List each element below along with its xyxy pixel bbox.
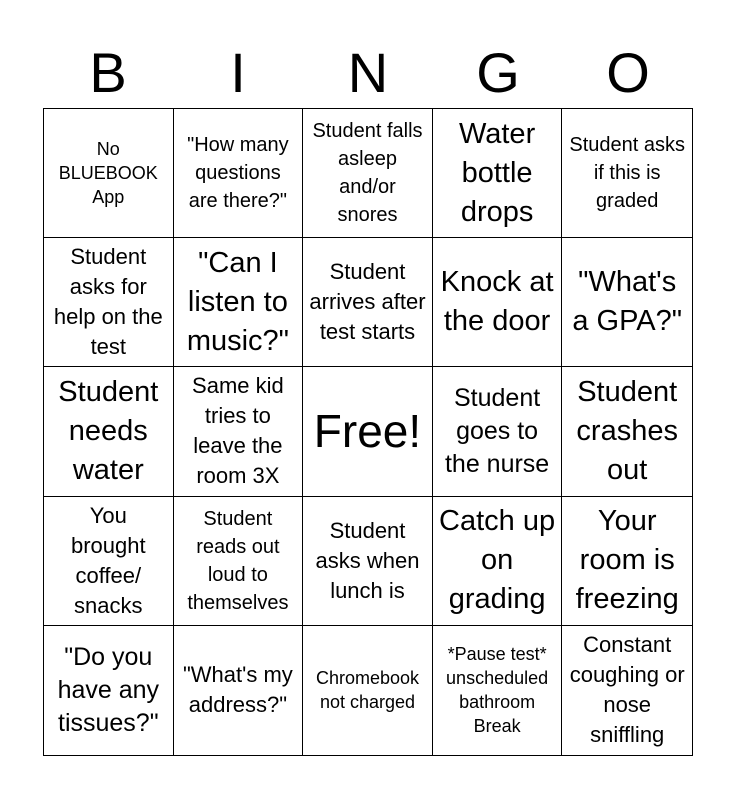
bingo-cell[interactable] [303,109,433,238]
bingo-cell[interactable] [433,109,563,238]
header-letter-o: O [606,41,650,104]
cell-text: Student falls asleep and/or snores [312,120,423,227]
cell-text: Your room is freezing [575,505,679,616]
cell-text: Chromebook not charged [315,668,420,713]
header-letter-b: B [89,41,127,104]
bingo-cell[interactable] [433,497,563,626]
bingo-cell[interactable] [174,367,304,496]
cell-text: "What's a GPA?" [572,266,683,338]
bingo-cell[interactable] [174,109,304,238]
cell-text: Constant coughing or nose sniffling [569,632,685,748]
free-space-cell[interactable] [303,367,433,496]
cell-text: Free! [313,405,422,458]
header-letter-g: G [476,41,520,104]
bingo-cell[interactable] [303,497,433,626]
cell-text: "How many questions are there?" [187,134,289,213]
bingo-cell[interactable] [562,238,692,367]
bingo-cell[interactable] [562,497,692,626]
bingo-cell[interactable] [562,367,692,496]
cell-text: Knock at the door [440,266,554,338]
cell-text: *Pause test* unscheduled bathroom Break [446,644,549,737]
bingo-cell[interactable] [44,626,174,755]
cell-text: "Do you have any tissues?" [57,642,160,737]
cell-text: Student asks if this is graded [569,134,685,213]
bingo-cell[interactable] [303,238,433,367]
cell-text: No BLUEBOOK App [58,139,158,208]
bingo-cell[interactable] [174,626,304,755]
bingo-header [43,38,693,108]
cell-text: Water bottle drops [458,117,536,228]
bingo-cell[interactable] [44,109,174,238]
bingo-cell[interactable] [433,238,563,367]
bingo-board [43,108,693,756]
cell-text: Student asks for help on the test [53,244,163,360]
cell-text: Student crashes out [576,375,678,486]
bingo-cell[interactable] [44,497,174,626]
cell-text: "Can I listen to music?" [186,246,289,357]
bingo-cell[interactable] [433,626,563,755]
bingo-cell[interactable] [44,238,174,367]
cell-text: Catch up on grading [439,505,556,616]
bingo-cell[interactable] [174,238,304,367]
bingo-cell[interactable] [44,367,174,496]
cell-text: Student needs water [58,375,159,486]
cell-text: Student goes to the nurse [444,383,550,478]
cell-text: Student reads out loud to themselves [187,507,289,614]
cell-text: Student arrives after test starts [309,259,426,345]
bingo-cell[interactable] [174,497,304,626]
cell-text: You brought coffee/ snacks [70,502,146,618]
bingo-cell[interactable] [562,626,692,755]
bingo-cell[interactable] [433,367,563,496]
cell-text: Student asks when lunch is [315,517,420,603]
header-letter-n: N [347,41,389,104]
cell-text: "What's my address?" [182,662,293,718]
header-letter-i: I [230,41,246,104]
cell-text: Same kid tries to leave the room 3X [192,373,284,489]
bingo-cell[interactable] [562,109,692,238]
bingo-cell[interactable] [303,626,433,755]
